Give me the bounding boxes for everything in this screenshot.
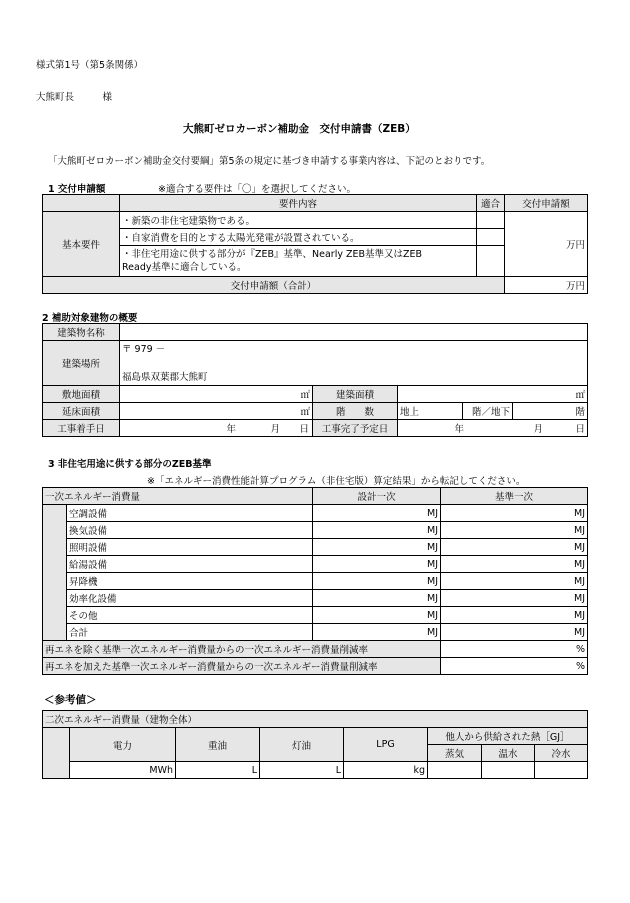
form-number: 様式第1号（第5条関係） <box>36 60 144 71</box>
col-requirement: 要件内容 <box>120 195 477 212</box>
grant-amount-table <box>42 194 588 294</box>
item-label: 空調設備 <box>67 505 313 522</box>
reference-heading: ＜参考値＞ <box>44 694 97 706</box>
col-supplied-heat: 他人から供給された熱［GJ］ <box>428 728 588 745</box>
amount-cell[interactable] <box>505 212 588 277</box>
reduction-rate-2-label: 再エネを加えた基準一次エネルギー消費量からの一次エネルギー消費量削減率 <box>43 658 441 675</box>
item-label: 換気設備 <box>67 522 313 539</box>
start-date-input[interactable]: 年 月 日 <box>120 420 313 437</box>
design-input[interactable]: MJ <box>313 522 441 539</box>
standard-input[interactable]: MJ <box>441 607 588 624</box>
heavy-oil-input[interactable]: L <box>176 762 260 779</box>
standard-input[interactable]: MJ <box>441 539 588 556</box>
col-steam: 蒸気 <box>428 745 482 762</box>
item-label: その他 <box>67 607 313 624</box>
indent-cell <box>43 505 67 641</box>
building-name-label: 建築物名称 <box>43 324 120 341</box>
building-name-input[interactable] <box>120 324 588 341</box>
basic-requirement-label: 基本要件 <box>43 212 120 277</box>
end-date-input[interactable]: 年 月 日 <box>398 420 588 437</box>
stories-below-input[interactable]: 階 <box>513 403 588 420</box>
electric-input[interactable]: MWh <box>70 762 176 779</box>
col-amount: 交付申請額 <box>505 195 588 212</box>
location-input[interactable] <box>120 341 588 386</box>
amount-unit: 万円 <box>565 240 585 251</box>
standard-input[interactable]: MJ <box>441 573 588 590</box>
standard-input[interactable]: MJ <box>441 505 588 522</box>
col-fit: 適合 <box>477 195 505 212</box>
section3-note: ※「エネルギー消費性能計算プログラム（非住宅版）算定結果」から転記してください。 <box>147 476 526 487</box>
item-label: 効率化設備 <box>67 590 313 607</box>
requirement-2: ・自家消費を目的とする太陽光発電が設置されている。 <box>120 229 477 246</box>
end-date-label: 工事完了予定日 <box>313 420 398 437</box>
col-hot-water: 温水 <box>482 745 535 762</box>
page-title: 大熊町ゼロカーボン補助金 交付申請書（ZEB） <box>183 123 416 135</box>
design-input[interactable]: MJ <box>313 505 441 522</box>
design-input[interactable]: MJ <box>313 573 441 590</box>
total-amount-cell[interactable]: 万円 <box>505 277 588 294</box>
requirement-1: ・新築の非住宅建築物である。 <box>120 212 477 229</box>
reduction-rate-2-input[interactable]: % <box>441 658 588 675</box>
design-input[interactable]: MJ <box>313 556 441 573</box>
col-design: 設計一次 <box>313 488 441 505</box>
fit-select-3[interactable] <box>477 246 505 277</box>
building-area-label: 建築面積 <box>313 386 398 403</box>
design-input[interactable]: MJ <box>313 590 441 607</box>
section1-heading: 1 交付申請額 <box>48 184 106 195</box>
requirement-3: ・非住宅用途に供する部分が『ZEB』基準、Nearly ZEB基準又はZEB Ready基準に適合している。 <box>120 246 477 277</box>
stories-label: 階 数 <box>313 403 398 420</box>
col-lpg: LPG <box>344 728 428 762</box>
fit-select-2[interactable] <box>477 229 505 246</box>
site-area-input[interactable]: ㎡ <box>120 386 313 403</box>
col-standard: 基準一次 <box>441 488 588 505</box>
start-date-label: 工事着手日 <box>43 420 120 437</box>
section2-heading: 2 補助対象建物の概要 <box>42 313 138 324</box>
primary-energy-label: 一次エネルギー消費量 <box>43 488 313 505</box>
secondary-energy-label: 二次エネルギー消費量（建物全体） <box>43 711 588 728</box>
standard-input[interactable]: MJ <box>441 522 588 539</box>
fit-select-1[interactable] <box>477 212 505 229</box>
stories-below-label: 階／地下 <box>463 403 513 420</box>
indent-cell <box>43 728 70 779</box>
section3-heading: 3 非住宅用途に供する部分のZEB基準 <box>48 459 212 470</box>
floor-area-input[interactable]: ㎡ <box>120 403 313 420</box>
steam-input[interactable] <box>428 762 482 779</box>
col-electric: 電力 <box>70 728 176 762</box>
col-cold-water: 冷水 <box>535 745 588 762</box>
total-label: 交付申請額（合計） <box>43 277 505 294</box>
postal-code: 〒 979 － <box>122 344 166 355</box>
zeb-energy-table <box>42 487 588 675</box>
intro-text: 「大熊町ゼロカーボン補助金交付要綱」第5条の規定に基づき申請する事業内容は、下記のとおりです。 <box>48 156 491 167</box>
floor-area-label: 延床面積 <box>43 403 120 420</box>
item-label: 合計 <box>67 624 313 641</box>
location-label: 建築場所 <box>43 341 120 386</box>
building-overview-table <box>42 323 588 437</box>
kerosene-input[interactable]: L <box>260 762 344 779</box>
address-prefix: 福島県双葉郡大熊町 <box>122 372 208 383</box>
design-input[interactable]: MJ <box>313 607 441 624</box>
stories-above-input[interactable]: 地上 <box>398 403 463 420</box>
lpg-input[interactable]: kg <box>344 762 428 779</box>
item-label: 照明設備 <box>67 539 313 556</box>
secondary-energy-table <box>42 710 588 779</box>
item-label: 昇降機 <box>67 573 313 590</box>
cold-water-input[interactable] <box>535 762 588 779</box>
site-area-label: 敷地面積 <box>43 386 120 403</box>
header-blank <box>43 195 120 212</box>
reduction-rate-1-label: 再エネを除く基準一次エネルギー消費量からの一次エネルギー消費量削減率 <box>43 641 441 658</box>
design-input[interactable]: MJ <box>313 539 441 556</box>
item-label: 給湯設備 <box>67 556 313 573</box>
design-input[interactable]: MJ <box>313 624 441 641</box>
addressee: 大熊町長 様 <box>36 92 113 103</box>
col-heavy-oil: 重油 <box>176 728 260 762</box>
standard-input[interactable]: MJ <box>441 556 588 573</box>
hot-water-input[interactable] <box>482 762 535 779</box>
col-kerosene: 灯油 <box>260 728 344 762</box>
building-area-input[interactable]: ㎡ <box>398 386 588 403</box>
standard-input[interactable]: MJ <box>441 590 588 607</box>
section1-note: ※適合する要件は「〇」を選択してください。 <box>158 184 356 195</box>
reduction-rate-1-input[interactable]: % <box>441 641 588 658</box>
standard-input[interactable]: MJ <box>441 624 588 641</box>
